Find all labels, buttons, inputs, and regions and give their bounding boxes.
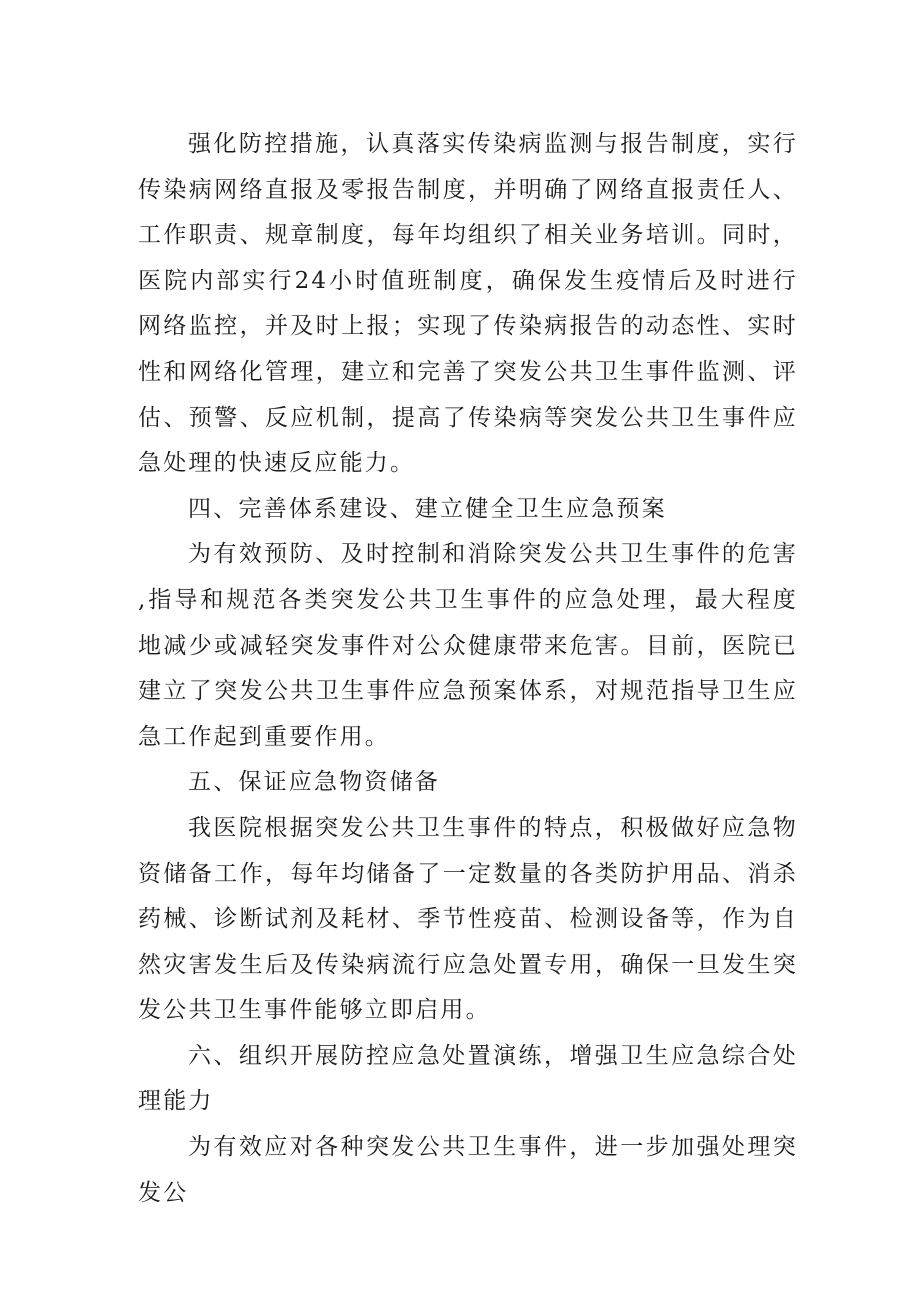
document-body xyxy=(138,122,798,1216)
paragraph-drills: 为有效应对各种突发公共卫生事件，进一步加强处理突发公 xyxy=(138,1134,798,1206)
paragraph-supplies-reserve: 我医院根据突发公共卫生事件的特点，积极做好应急物资储备工作，每年均储备了一定数量的各类防护用品、消杀药械、诊断试剂及耗材、季节性疫苗、检测设备等，作为自然灾害发生后及传染病流行应急处置专用，确保一旦发生突发公共卫生事件能够立即启用。 xyxy=(138,814,798,1024)
section-heading-supplies-reserve: 五、保证应急物资储备 xyxy=(188,769,440,796)
section-heading-drills: 六、组织开展防控应急处置演练，增强卫生应急综合处理能力 xyxy=(138,1042,798,1115)
paragraph-emergency-plan: 为有效预防、及时控制和消除突发公共卫生事件的危害,指导和规范各类突发公共卫生事件的应急处理，最大程度地减少或减轻突发事件对公众健康带来危害。目前，医院已建立了突发公共卫生事件应急预案体系，对规范指导卫生应急工作起到重要作用。 xyxy=(138,541,798,750)
section-heading-emergency-plan: 四、完善体系建设、建立健全卫生应急预案 xyxy=(188,495,667,522)
paragraph-prevention-measures: 强化防控措施，认真落实传染病监测与报告制度，实行传染病网络直报及零报告制度，并明确了网络直报责任人、工作职责、规章制度，每年均组织了相关业务培训。同时，医院内部实行24小时值班制度，确保发生疫情后及时进行网络监控，并及时上报；实现了传染病报告的动态性、实时性和网络化管理，建立和完善了突发公共卫生事件监测、评估、预警、反应机制，提高了传染病等突发公共卫生事件应急处理的快速反应能力。 xyxy=(138,131,798,477)
